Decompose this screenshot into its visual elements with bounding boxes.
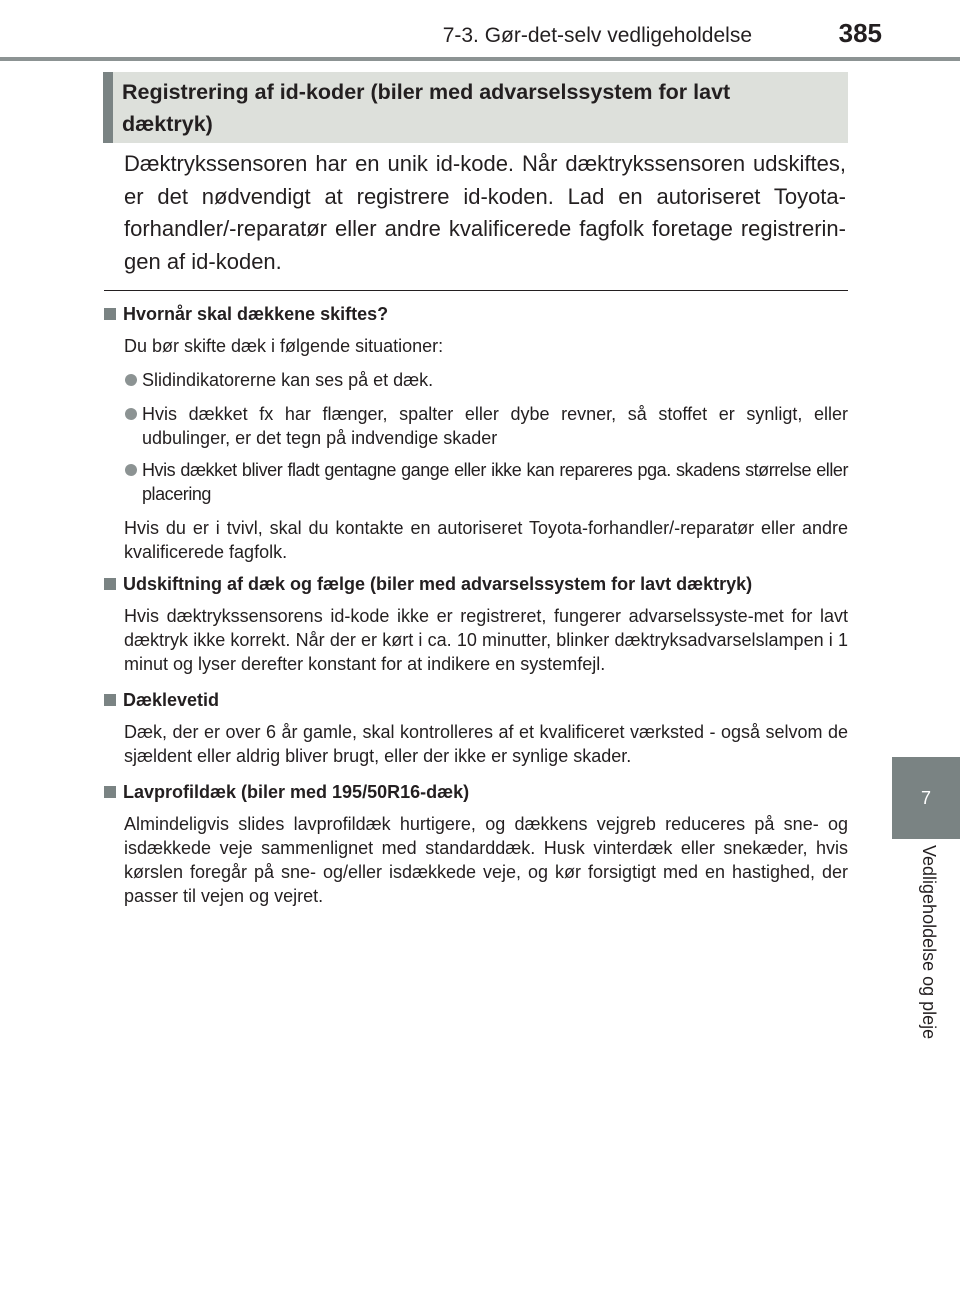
list-item-text: Slidindikatorerne kan ses på et dæk.: [142, 370, 434, 390]
page-header: [0, 0, 960, 60]
section-divider: [104, 290, 848, 291]
note-paragraph: Hvis du er i tvivl, skal du kontakte en autoriseret Toyota-forhandler/-reparatør eller andre kvalificerede fagfolk.: [124, 518, 848, 562]
list-item-text: Hvis dækket bliver fladt gentagne gange eller ikke kan repareres pga. skadens størrelse eller placering: [142, 460, 848, 504]
notes-content: [103, 302, 848, 908]
chapter-tab-label: Vedligeholdelse og pleje: [919, 845, 939, 1040]
note-paragraph: Almindeligvis slides lavprofildæk hurtigere, og dækkens vejgreb reduceres på sne- og isdækkede veje sammenlignet med standarddæk. Husk vinterdæk eller snekæder, hvis kørslen foregår på sne- og/eller isdækkede veje, og kør forsigtigt med en hastighed, der passer til vejen og vejret.: [124, 814, 848, 906]
note-heading-text: Dæklevetid: [123, 690, 220, 710]
square-bullet-icon: [104, 786, 116, 798]
list-item: [103, 458, 848, 506]
note-paragraph: Dæk, der er over 6 år gamle, skal kontrolleres af et kvalificeret værksted - også selvom de sjældent eller aldrig bliver brugt, eller der ikke er synlige skader.: [124, 722, 848, 766]
square-bullet-icon: [104, 694, 116, 706]
note-heading: [103, 688, 848, 712]
list-item: [103, 402, 848, 450]
list-item-text: Hvis dækket fx har flænger, spalter eller dybe revner, så stoffet er synligt, eller udbulinger, er det tegn på indvendige skader: [142, 404, 848, 448]
note-heading-text: Hvornår skal dækkene skiftes?: [123, 304, 389, 324]
note-paragraph: Hvis dæktrykssensorens id-kode ikke er registreret, fungerer advarselssyste-met for lavt dæktryk ikke korrekt. Når der er kørt i ca. 10 minutter, blinker dæktryksadvarselslampen i 1 minut og lyser derefter konstant for at indikere en systemfejl.: [124, 606, 848, 674]
note-heading: [103, 572, 848, 596]
note-heading-text: Udskiftning af dæk og fælge (biler med advarselssystem for lavt dæktryk): [123, 574, 753, 594]
section-title-accent-bar: [103, 72, 113, 143]
square-bullet-icon: [104, 578, 116, 590]
list-item: [103, 368, 848, 392]
round-bullet-icon: [125, 408, 137, 420]
round-bullet-icon: [125, 374, 137, 386]
note-heading: [103, 780, 848, 804]
square-bullet-icon: [104, 308, 116, 320]
running-header-section: 7-3. Gør-det-selv vedligeholdelse: [442, 24, 752, 47]
header-divider: [0, 57, 960, 61]
round-bullet-icon: [125, 464, 137, 476]
intro-paragraph: Dæktrykssensoren har en unik id-kode. Når dæktrykssensoren udskiftes, er det nødvendigt at registrere id-koden. Lad en autoriseret Toyota-forhandler/-reparatør eller andre kvalificerede fagfolk foretage registrerin-gen af id-koden.: [124, 151, 846, 274]
note-paragraph: Du bør skifte dæk i følgende situationer:: [124, 336, 444, 356]
page-number: 385: [838, 18, 882, 48]
note-heading-text: Lavprofildæk (biler med 195/50R16-dæk): [123, 782, 470, 802]
note-heading: [103, 302, 848, 326]
section-title: Registrering af id-koder (biler med advarselssystem for lavt dæktryk): [122, 80, 731, 136]
chapter-tab-number: 7: [892, 757, 960, 839]
